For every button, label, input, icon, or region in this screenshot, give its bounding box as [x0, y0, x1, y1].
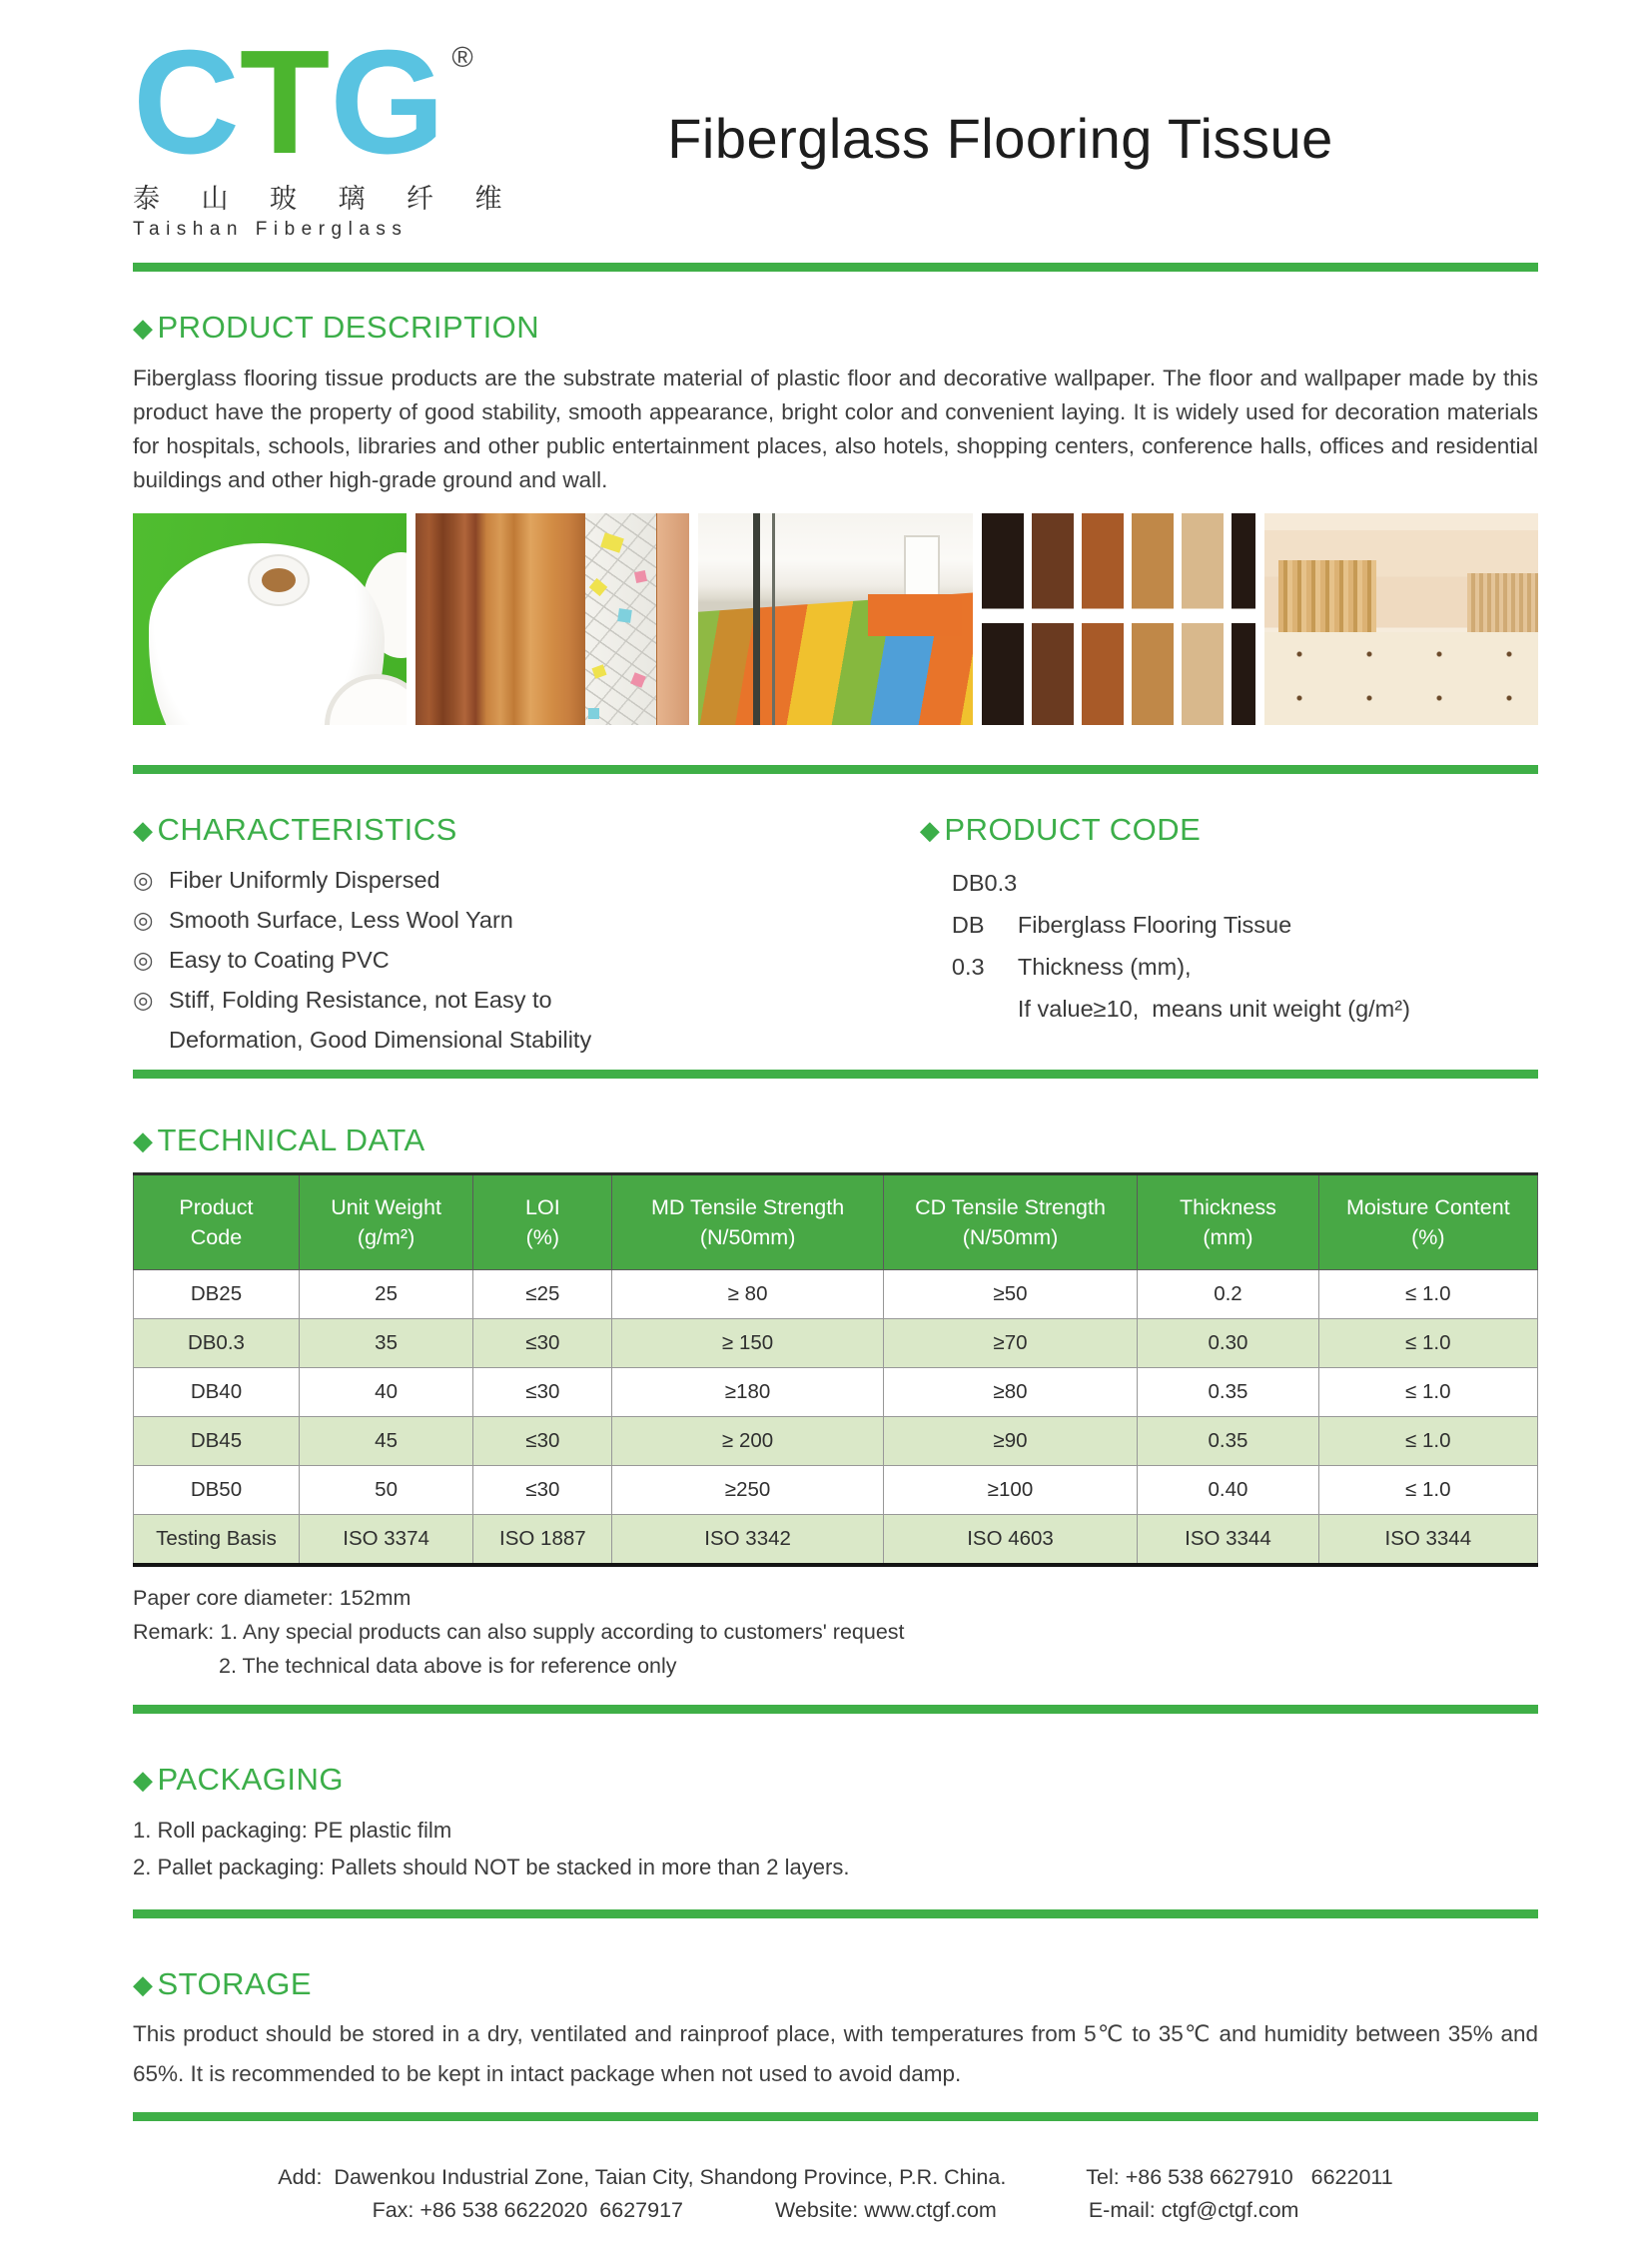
table-cell: ISO 3374: [299, 1515, 472, 1566]
footer-address: Add: Dawenkou Industrial Zone, Taian City, Shandong Province, P.R. China.: [278, 2165, 1007, 2190]
note-paper-core: Paper core diameter: 152mm: [133, 1586, 412, 1611]
table-row: [134, 1466, 1538, 1515]
heading-label: PACKAGING: [157, 1762, 345, 1798]
footer-tel: Tel: +86 538 6627910 6622011: [1086, 2165, 1393, 2190]
table-cell: DB0.3: [134, 1319, 300, 1368]
diamond-icon: ◆: [133, 1969, 154, 2000]
heading-label: PRODUCT DESCRIPTION: [157, 310, 540, 346]
technical-data-table: [133, 1172, 1538, 1567]
table-cell: ≤30: [473, 1368, 612, 1417]
storage-text: This product should be stored in a dry, ventilated and rainproof place, with temperatures from 5℃ to 35℃ and humidity between 35% and 65%. It is recommended to be kept in intact package when not used to avoid damp.: [133, 2021, 1538, 2087]
bullseye-bullet-icon: ◎: [133, 987, 154, 1014]
product-code-row: [952, 946, 1538, 988]
characteristics-productcode-section: [133, 812, 1538, 1060]
section-heading-technical-data: [133, 1122, 1538, 1158]
divider: [133, 263, 1538, 272]
registered-mark-icon: ®: [451, 42, 473, 74]
packaging-list: [133, 1812, 1538, 1885]
table-cell: 0.35: [1138, 1368, 1318, 1417]
section-heading-storage: [133, 1966, 1538, 2002]
code-key: 0.3: [951, 954, 985, 981]
section-heading-characteristics: [133, 812, 920, 848]
note-remark-2: 2. The technical data above is for reference only: [219, 1654, 677, 1679]
code-meaning: Thickness (mm),: [1017, 954, 1192, 981]
diamond-icon: ◆: [133, 313, 154, 344]
bullseye-bullet-icon: ◎: [133, 907, 154, 934]
divider: [133, 765, 1538, 774]
column-header: CD Tensile Strength (N/50mm): [883, 1174, 1137, 1270]
table-cell: 0.35: [1138, 1417, 1318, 1466]
code-meaning: Fiberglass Flooring Tissue: [1017, 912, 1292, 939]
table-cell: ≤ 1.0: [1318, 1368, 1537, 1417]
table-row-testing-basis: [134, 1515, 1538, 1566]
table-cell: ≥180: [612, 1368, 883, 1417]
table-cell: Testing Basis: [134, 1515, 300, 1566]
page-title: Fiberglass Flooring Tissue: [667, 107, 1333, 170]
list-item: [133, 980, 920, 1020]
code-key: DB: [951, 912, 985, 939]
mosaic-chip: [634, 570, 647, 583]
table-cell: DB40: [134, 1368, 300, 1417]
table-cell: DB50: [134, 1466, 300, 1515]
column-header: MD Tensile Strength (N/50mm): [612, 1174, 883, 1270]
table-cell: ≤30: [473, 1319, 612, 1368]
table-cell: ≤30: [473, 1466, 612, 1515]
footer-line-1: [133, 2161, 1538, 2194]
list-item-text: Smooth Surface, Less Wool Yarn: [169, 907, 513, 934]
photo-strip: [133, 513, 1538, 725]
table-cell: 0.40: [1138, 1466, 1318, 1515]
photo-wood-plank-samples: [982, 513, 1255, 725]
list-item-text: Fiber Uniformly Dispersed: [169, 867, 440, 894]
table-cell: ≤ 1.0: [1318, 1466, 1537, 1515]
table-row: [134, 1270, 1538, 1319]
table-cell: ≤ 1.0: [1318, 1270, 1537, 1319]
table-notes: [133, 1581, 1538, 1683]
table-cell: ≥100: [883, 1466, 1137, 1515]
divider: [133, 1070, 1538, 1079]
note-remark-1: Remark: 1. Any special products can also supply according to customers' request: [133, 1620, 905, 1645]
table-cell: ≤ 1.0: [1318, 1417, 1537, 1466]
table-cell: 45: [299, 1417, 472, 1466]
diamond-icon: ◆: [919, 815, 941, 846]
table-cell: ≤25: [473, 1270, 612, 1319]
corridor-door: [904, 535, 940, 599]
logo-letters: [133, 20, 473, 185]
table-cell: ≥ 150: [612, 1319, 883, 1368]
footer-website: Website: www.ctgf.com: [775, 2198, 997, 2223]
table-cell: ≥50: [883, 1270, 1137, 1319]
table-cell: 25: [299, 1270, 472, 1319]
table-header-row: [134, 1174, 1538, 1270]
mosaic-chip: [617, 608, 632, 623]
characteristics-list: [133, 860, 920, 1060]
photo-colorful-floor-corridor: [698, 513, 972, 725]
table-cell: 0.30: [1138, 1319, 1318, 1368]
table-cell: ≥250: [612, 1466, 883, 1515]
table-cell: ≥80: [883, 1368, 1137, 1417]
table-cell: ≥ 80: [612, 1270, 883, 1319]
table-cell: 40: [299, 1368, 472, 1417]
photo-fiberglass-tissue-roll: [133, 513, 407, 725]
list-item-continuation: Deformation, Good Dimensional Stability: [169, 1027, 592, 1054]
logo-letter-c: C: [133, 20, 240, 185]
mosaic-chip: [588, 708, 599, 719]
list-item-text: Stiff, Folding Resistance, not Easy to: [169, 987, 552, 1014]
table-cell: ISO 3344: [1318, 1515, 1537, 1566]
footer: [133, 2161, 1538, 2227]
logo-letter-t: T: [239, 20, 331, 185]
table-cell: ISO 1887: [473, 1515, 612, 1566]
table-cell: DB45: [134, 1417, 300, 1466]
tan-roll-strip: [657, 513, 690, 725]
table-cell: ISO 4603: [883, 1515, 1137, 1566]
list-item: [133, 860, 920, 900]
ctg-logo: [133, 20, 519, 241]
column-header: Thickness (mm): [1138, 1174, 1318, 1270]
footer-fax: Fax: +86 538 6622020 6627917: [372, 2198, 683, 2223]
divider: [133, 1909, 1538, 1918]
table-row: [134, 1368, 1538, 1417]
heading-label: PRODUCT CODE: [944, 812, 1202, 848]
glass-edge-2: [772, 513, 775, 725]
heading-label: STORAGE: [157, 1966, 313, 2002]
characteristics-column: [133, 812, 920, 1060]
product-code-row: [952, 904, 1538, 946]
table-cell: ≥90: [883, 1417, 1137, 1466]
table-cell: 35: [299, 1319, 472, 1368]
table-cell: ISO 3342: [612, 1515, 883, 1566]
heading-label: CHARACTERISTICS: [157, 812, 457, 848]
table-cell: DB25: [134, 1270, 300, 1319]
table-cell: ≥70: [883, 1319, 1137, 1368]
photo-wood-paneled-room: [1264, 513, 1538, 725]
divider: [133, 2112, 1538, 2121]
column-header: LOI (%): [473, 1174, 612, 1270]
packaging-item: 2. Pallet packaging: Pallets should NOT be stacked in more than 2 layers.: [133, 1855, 850, 1880]
divider: [133, 1705, 1538, 1714]
column-header: Moisture Content (%): [1318, 1174, 1537, 1270]
logo-chinese-text: 泰 山 玻 璃 纤 维: [133, 184, 519, 215]
diamond-icon: ◆: [133, 1765, 154, 1796]
code-meaning: If value≥10, means unit weight (g/m²): [1017, 996, 1410, 1023]
orange-wall-panel: [868, 594, 961, 636]
section-heading-product-code: [920, 812, 1538, 848]
diamond-icon: ◆: [133, 815, 154, 846]
header: [133, 20, 1538, 241]
glass-edge: [753, 513, 760, 725]
photo-wood-grain-vinyl-rolls: [415, 513, 689, 725]
column-header: Product Code: [134, 1174, 300, 1270]
product-code-value: DB0.3: [951, 870, 1018, 897]
bullseye-bullet-icon: ◎: [133, 947, 154, 974]
table-cell: ≥ 200: [612, 1417, 883, 1466]
section-heading-packaging: [133, 1762, 1538, 1798]
column-header: Unit Weight (g/m²): [299, 1174, 472, 1270]
logo-letter-g: G: [330, 20, 445, 185]
table-cell: 0.2: [1138, 1270, 1318, 1319]
product-code-row: [952, 988, 1538, 1030]
footer-line-2: [133, 2194, 1538, 2227]
product-code-column: [920, 812, 1538, 1060]
packaging-item: 1. Roll packaging: PE plastic film: [133, 1818, 452, 1844]
footer-email: E-mail: ctgf@ctgf.com: [1088, 2198, 1299, 2223]
list-item: [133, 940, 920, 980]
logo-english-text: Taishan Fiberglass: [133, 219, 409, 241]
table-cell: 50: [299, 1466, 472, 1515]
section-heading-product-description: [133, 310, 1538, 346]
table-row: [134, 1319, 1538, 1368]
product-description-text: Fiberglass flooring tissue products are the substrate material of plastic floor and decorative wallpaper. The floor and wallpaper made by this product have the property of good stability, smooth appearance, bright color and convenient laying. It is widely used for decoration materials for hospitals, schools, libraries and other public entertainment places, also hotels, shopping centers, conference halls, offices and residential buildings and other high-grade ground and wall.: [133, 366, 1538, 493]
list-item-text: Easy to Coating PVC: [169, 947, 390, 974]
bullseye-bullet-icon: ◎: [133, 867, 154, 894]
wood-panel-right: [1467, 573, 1538, 637]
code-key: [952, 988, 1018, 1030]
table-cell: ≤30: [473, 1417, 612, 1466]
heading-label: TECHNICAL DATA: [157, 1122, 425, 1158]
dotted-floor: [1264, 632, 1538, 725]
list-item: [133, 900, 920, 940]
table-cell: ISO 3344: [1138, 1515, 1318, 1566]
diamond-icon: ◆: [133, 1125, 154, 1156]
table-cell: ≤ 1.0: [1318, 1319, 1537, 1368]
table-row: [134, 1417, 1538, 1466]
